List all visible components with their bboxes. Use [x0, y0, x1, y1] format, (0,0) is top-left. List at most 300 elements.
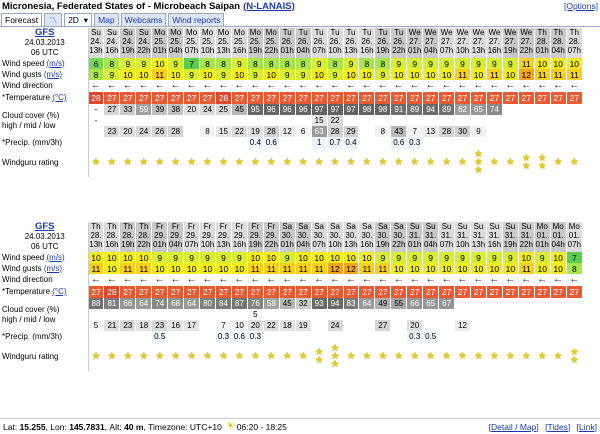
temperature-cell: 27 [439, 92, 455, 104]
cloud-cell [455, 115, 471, 126]
wind-direction-label-text: Wind direction [2, 275, 53, 284]
cloud-cell: 7 [216, 320, 232, 331]
star-icon: ★ [282, 351, 292, 362]
temperature-cell: 27 [168, 92, 184, 104]
wind-speed-row [0, 252, 583, 263]
cloud-cell [534, 115, 550, 126]
precip-cell [391, 331, 407, 343]
cloud-cell: 87 [231, 298, 247, 309]
cloud-cell: 97 [311, 104, 327, 115]
tab-graph[interactable] [44, 13, 62, 26]
cloud-cell [136, 309, 152, 320]
star-icon: ★ [218, 157, 228, 168]
wind-speed-cell: 8 [104, 58, 120, 69]
rating-cell [439, 149, 455, 177]
wind-speed-cell: 9 [439, 252, 455, 263]
star-icon: ★ [155, 157, 165, 168]
star-icon: ★ [330, 359, 340, 370]
day-name: Tu [346, 28, 356, 37]
wind-direction-cell [263, 274, 279, 286]
temperature-cell: 27 [247, 92, 263, 104]
wind-gusts-cell: 10 [471, 263, 487, 274]
precip-row [0, 331, 583, 343]
wind-speed-cell: 10 [295, 252, 311, 263]
date-row [0, 28, 583, 58]
hour: 10h [455, 240, 470, 249]
cloud-cell [104, 115, 120, 126]
cloud-cell [502, 320, 518, 331]
wind-speed-cell: 10 [104, 252, 120, 263]
cloud-cell: 94 [423, 104, 439, 115]
hour: 10h [328, 46, 342, 55]
day-name: Sa [393, 222, 404, 231]
hour: 16h [487, 240, 502, 249]
time-cell [502, 28, 518, 58]
day-date: 29. [154, 231, 166, 240]
wind-direction-cell [311, 274, 327, 286]
star-icon: ★ [123, 351, 133, 362]
wind-gusts-cell: 11 [279, 263, 295, 274]
arrow-left-icon: ← [282, 80, 293, 91]
temperature-cell: 27 [263, 92, 279, 104]
temperature-cell: 27 [200, 92, 216, 104]
link-link[interactable]: [Link] [576, 421, 597, 432]
wind-gusts-label-unit-link[interactable]: (m/s) [43, 69, 63, 79]
arrow-left-icon: ← [457, 274, 468, 285]
precip-cell [502, 331, 518, 343]
cloud-cell [391, 309, 407, 320]
wind-speed-cell: 10 [152, 58, 168, 69]
wind-gusts-cell: 10 [534, 263, 550, 274]
cloud-cell [518, 126, 534, 137]
cloud-cell: 66 [407, 298, 423, 309]
wind-gusts-cell: 10 [343, 69, 359, 80]
tab-forecast[interactable]: Forecast [1, 13, 42, 26]
cloud-cell [343, 115, 359, 126]
temperature-row [0, 286, 583, 298]
wind-gusts-cell: 11 [375, 263, 391, 274]
day-name: Tu [282, 28, 292, 37]
wind-direction-cell [518, 80, 534, 92]
wind-direction-cell [120, 80, 136, 92]
arrow-left-icon: ← [266, 80, 277, 91]
precip-cell: 1 [311, 137, 327, 149]
detail-map-link[interactable]: [Detail / Map] [488, 421, 539, 432]
cloud-levels-text: high / mid / low [2, 120, 56, 130]
rating-cell [550, 149, 566, 177]
cloud-cell: - [88, 104, 104, 115]
day-date: 27. [488, 37, 500, 46]
temperature-cell: 27 [375, 286, 391, 298]
cloud-cell: 98 [359, 104, 375, 115]
options-link[interactable]: [Options] [563, 1, 598, 11]
precip-cell [439, 137, 455, 149]
cloud-cell: 97 [327, 104, 343, 115]
precip-cell [216, 137, 232, 149]
day-date: 29. [217, 231, 230, 240]
tab-map[interactable]: Map [94, 13, 119, 26]
wind-gusts-cell: 9 [295, 69, 311, 80]
rating-cell [327, 149, 343, 177]
wind-gusts-cell: 9 [216, 69, 232, 80]
day-name: Su [425, 222, 436, 231]
cloud-cell: 27 [375, 320, 391, 331]
temperature-label-unit-link[interactable]: (°C) [52, 93, 67, 102]
precip-cell: 0.6 [231, 331, 247, 343]
wind-direction-cell [104, 274, 120, 286]
wind-speed-cell: 7 [566, 252, 582, 263]
cloud-cell: 45 [231, 104, 247, 115]
cloud-cell [184, 126, 200, 137]
tides-link[interactable]: [Tides] [545, 421, 571, 432]
wind-speed-cell: 10 [550, 58, 566, 69]
arrow-left-icon: ← [569, 80, 580, 91]
cloud-cell [502, 115, 518, 126]
rating-cell [104, 343, 120, 371]
day-date: 01. [552, 231, 564, 240]
wind-direction-cell [247, 274, 263, 286]
day-name: Su [521, 222, 532, 231]
day-date: 30. [361, 231, 373, 240]
day-date: 29. [265, 231, 277, 240]
arrow-left-icon: ← [505, 80, 516, 91]
rating-cell [311, 149, 327, 177]
forecast-table [0, 222, 583, 371]
wind-direction-cell [407, 274, 423, 286]
cloud-cell: 93 [311, 298, 327, 309]
model-name-link[interactable]: GFS [34, 222, 55, 232]
hour: 10h [455, 46, 470, 55]
day-name: Su [409, 222, 420, 231]
temperature-cell: 27 [136, 286, 152, 298]
model-name-link[interactable]: GFS [34, 28, 55, 38]
hour: 07h [184, 240, 199, 249]
wind-gusts-cell: 10 [423, 263, 439, 274]
temperature-label-unit-link[interactable]: (°C) [52, 287, 67, 296]
wind-direction-cell [471, 80, 487, 92]
wind-speed-cell: 10 [247, 252, 263, 263]
star-icon: ★ [107, 351, 117, 362]
day-name: Mo [568, 222, 580, 231]
rating-cell [375, 149, 391, 177]
cloud-cell [518, 320, 534, 331]
wind-speed-cell: 10 [136, 252, 152, 263]
rating-cell [120, 149, 136, 177]
time-cell [136, 28, 152, 58]
cloud-cell: 45 [279, 298, 295, 309]
hour: 19h [121, 46, 135, 55]
arrow-left-icon: ← [537, 274, 548, 285]
cloud-cell [534, 298, 550, 309]
cloud-cell: 7 [407, 126, 423, 137]
cloud-cell: 95 [247, 104, 263, 115]
star-icon: ★ [203, 157, 213, 168]
cloud-cell: 27 [104, 104, 120, 115]
precip-cell [486, 137, 502, 149]
temperature-cell: 27 [518, 286, 534, 298]
cloud-cell [359, 115, 375, 126]
rating-cell [184, 149, 200, 177]
temperature-cell: 27 [120, 286, 136, 298]
time-cell [263, 222, 279, 252]
wind-direction-row [0, 80, 583, 92]
wind-speed-cell: 10 [120, 252, 136, 263]
wind-gusts-cell: 10 [263, 69, 279, 80]
cloud-cell [486, 126, 502, 137]
time-cell [343, 28, 359, 58]
footer-links [485, 422, 597, 432]
tab-wind-reports[interactable]: Wind reports [168, 13, 224, 26]
cloud-cell: 91 [391, 104, 407, 115]
cloud-cell [566, 320, 582, 331]
hour: 16h [487, 46, 502, 55]
precip-cell [295, 137, 311, 149]
arrow-left-icon: ← [473, 80, 484, 91]
cloud-cell: 55 [391, 298, 407, 309]
arrow-left-icon: ← [553, 274, 564, 285]
wind-gusts-label [0, 69, 88, 80]
precip-cell [455, 137, 471, 149]
star-icon: ★ [489, 157, 499, 168]
precip-cell [502, 137, 518, 149]
rating-cell [279, 343, 295, 371]
arrow-left-icon: ← [170, 274, 181, 285]
cloud-levels-text: high / mid / low [2, 314, 56, 324]
day-date: 25. [186, 37, 198, 46]
wind-direction-cell [486, 80, 502, 92]
temperature-cell: 27 [311, 286, 327, 298]
day-date: 26. [281, 37, 293, 46]
wind-speed-cell: 8 [247, 58, 263, 69]
time-cell [566, 28, 582, 58]
arrow-left-icon: ← [202, 80, 213, 91]
rating-cell [534, 149, 550, 177]
time-cell [216, 28, 232, 58]
day-name: Su [91, 28, 101, 37]
hour: 04h [423, 46, 438, 55]
arrow-left-icon: ← [569, 274, 580, 285]
day-date: 30. [329, 231, 341, 240]
cloud-cell [566, 115, 582, 126]
day-date: 30. [313, 231, 325, 240]
wind-speed-cell: 8 [327, 58, 343, 69]
spot-link[interactable]: (N-LANAIS) [243, 0, 295, 12]
hour: 13h [471, 240, 486, 249]
time-cell [88, 28, 104, 58]
cloud-cell: 49 [375, 298, 391, 309]
wind-direction-cell [391, 80, 407, 92]
star-icon: ★ [426, 351, 436, 362]
arrow-left-icon: ← [425, 80, 436, 91]
day-name: Th [569, 28, 579, 37]
wind-gusts-cell: 11 [295, 263, 311, 274]
day-name: Th [537, 28, 547, 37]
time-cell [136, 222, 152, 252]
view-select[interactable] [64, 13, 92, 26]
model-run-utc: 06 UTC [30, 48, 59, 57]
cloud-cell: 64 [184, 298, 200, 309]
arrow-left-icon: ← [345, 274, 356, 285]
view-select-value: 2D [68, 15, 79, 25]
time-cell [104, 222, 120, 252]
rating-cell [375, 343, 391, 371]
wind-speed-cell: 9 [375, 252, 391, 263]
wind-gusts-cell: 11 [359, 263, 375, 274]
day-name: Sa [330, 222, 340, 231]
wind-speed-cell: 10 [534, 58, 550, 69]
wind-speed-cell: 9 [391, 58, 407, 69]
model-info [0, 222, 88, 252]
time-cell [120, 28, 136, 58]
wind-gusts-cell: 10 [184, 263, 200, 274]
wind-speed-cell: 9 [168, 252, 184, 263]
day-name: Mo [170, 28, 182, 37]
day-date: 28. [552, 37, 564, 46]
lat-value: 15.255 [19, 421, 46, 432]
day-date: 28. [90, 231, 102, 240]
temperature-cell: 28 [216, 92, 232, 104]
cloud-cell: 96 [263, 104, 279, 115]
temperature-cell: 27 [359, 286, 375, 298]
temperature-cell: 27 [471, 286, 487, 298]
day-date: 31. [472, 231, 485, 240]
wind-gusts-cell: 10 [120, 69, 136, 80]
hour: 13h [216, 46, 231, 55]
hour: 04h [423, 240, 438, 249]
wind-gusts-cell: 10 [231, 69, 247, 80]
rating-cell [231, 343, 247, 371]
day-name: Mo [233, 28, 245, 37]
wind-direction-cell [279, 80, 295, 92]
day-date: 30. [393, 231, 405, 240]
hour: 07h [439, 240, 454, 249]
day-name: Mo [265, 28, 277, 37]
wind-direction-cell [518, 274, 534, 286]
time-cell [407, 222, 423, 252]
rating-cell [152, 343, 168, 371]
rating-cell [407, 343, 423, 371]
star-icon: ★ [378, 351, 388, 362]
cloud-cell [152, 309, 168, 320]
day-name: Su [457, 222, 468, 231]
time-cell [359, 222, 375, 252]
wind-speed-cell: 9 [343, 58, 359, 69]
wind-speed-cell: 10 [343, 252, 359, 263]
wind-direction-cell [168, 80, 184, 92]
wind-gusts-label-text: Wind gusts [2, 69, 42, 79]
precip-cell [471, 331, 487, 343]
cloud-cell: 24 [136, 126, 152, 137]
arrow-left-icon: ← [90, 274, 101, 285]
cloud-cell: 9 [471, 126, 487, 137]
page-header [0, 0, 600, 12]
precip-cell [359, 137, 375, 149]
day-date: 31. [409, 231, 421, 240]
day-name: Fr [155, 222, 164, 231]
temperature-cell: 27 [152, 286, 168, 298]
day-name: Su [473, 222, 484, 231]
day-name: We [488, 28, 501, 37]
wind-speed-cell: 10 [518, 252, 534, 263]
precip-cell [152, 137, 168, 149]
cloud-cell [486, 298, 502, 309]
hour: 04h [168, 240, 183, 249]
sun-icon: ☀ [225, 421, 235, 432]
cloud-cell [455, 298, 471, 309]
star-icon: ★ [378, 157, 388, 168]
arrow-left-icon: ← [186, 80, 197, 91]
time-cell [231, 28, 247, 58]
wind-direction-cell [231, 80, 247, 92]
hour: 07h [439, 46, 454, 55]
cloud-cell: 28 [439, 126, 455, 137]
rating-cell [168, 149, 184, 177]
temperature-cell: 27 [534, 92, 550, 104]
wind-speed-cell: 10 [566, 58, 582, 69]
rating-cell [295, 149, 311, 177]
temperature-cell: 28 [104, 286, 120, 298]
wind-speed-label-unit-link[interactable]: (m/s) [46, 58, 65, 68]
hour: 22h [392, 46, 406, 55]
wind-direction-cell [88, 274, 104, 286]
cloud-cell: - [88, 115, 104, 126]
rating-cell [104, 149, 120, 177]
wind-direction-cell [104, 80, 120, 92]
hour: 19h [503, 240, 518, 249]
cloud-cell [566, 126, 582, 137]
hour: 04h [296, 240, 310, 249]
wind-speed-cell: 9 [152, 252, 168, 263]
star-icon: ★ [553, 157, 563, 168]
cloud-cover-label [0, 104, 88, 137]
hour: 16h [105, 240, 119, 249]
star-icon: ★ [362, 351, 372, 362]
cloud-cell [375, 309, 391, 320]
cloud-cell [502, 298, 518, 309]
day-name: Tu [330, 28, 340, 37]
precip-cell: 0.3 [247, 331, 263, 343]
alt-label: Alt: [109, 421, 122, 432]
cloud-cell [502, 104, 518, 115]
rating-cell [423, 149, 439, 177]
wind-direction-cell [375, 274, 391, 286]
hour: 07h [184, 46, 199, 55]
star-icon: ★ [521, 153, 531, 164]
day-date: 24. [138, 37, 150, 46]
wind-speed-cell: 8 [216, 58, 232, 69]
day-date: 29. [249, 231, 261, 240]
tab-webcams[interactable]: Webcams [121, 13, 167, 26]
star-icon: ★ [537, 161, 547, 172]
cloud-cell [566, 298, 582, 309]
wind-direction-cell [534, 274, 550, 286]
star-icon: ★ [266, 157, 276, 168]
wind-gusts-label-unit-link[interactable]: (m/s) [43, 263, 63, 273]
wind-direction-cell [534, 80, 550, 92]
wind-speed-label-unit-link[interactable]: (m/s) [46, 252, 65, 262]
cloud-cell: 6 [295, 126, 311, 137]
wind-direction-cell [327, 80, 343, 92]
time-cell [391, 28, 407, 58]
rating-cell [391, 343, 407, 371]
wind-speed-cell: 9 [471, 58, 487, 69]
temperature-cell: 27 [184, 286, 200, 298]
arrow-left-icon: ← [393, 80, 404, 91]
precip-cell [184, 331, 200, 343]
star-icon: ★ [442, 351, 452, 362]
model-info [0, 28, 88, 58]
precip-cell [295, 331, 311, 343]
